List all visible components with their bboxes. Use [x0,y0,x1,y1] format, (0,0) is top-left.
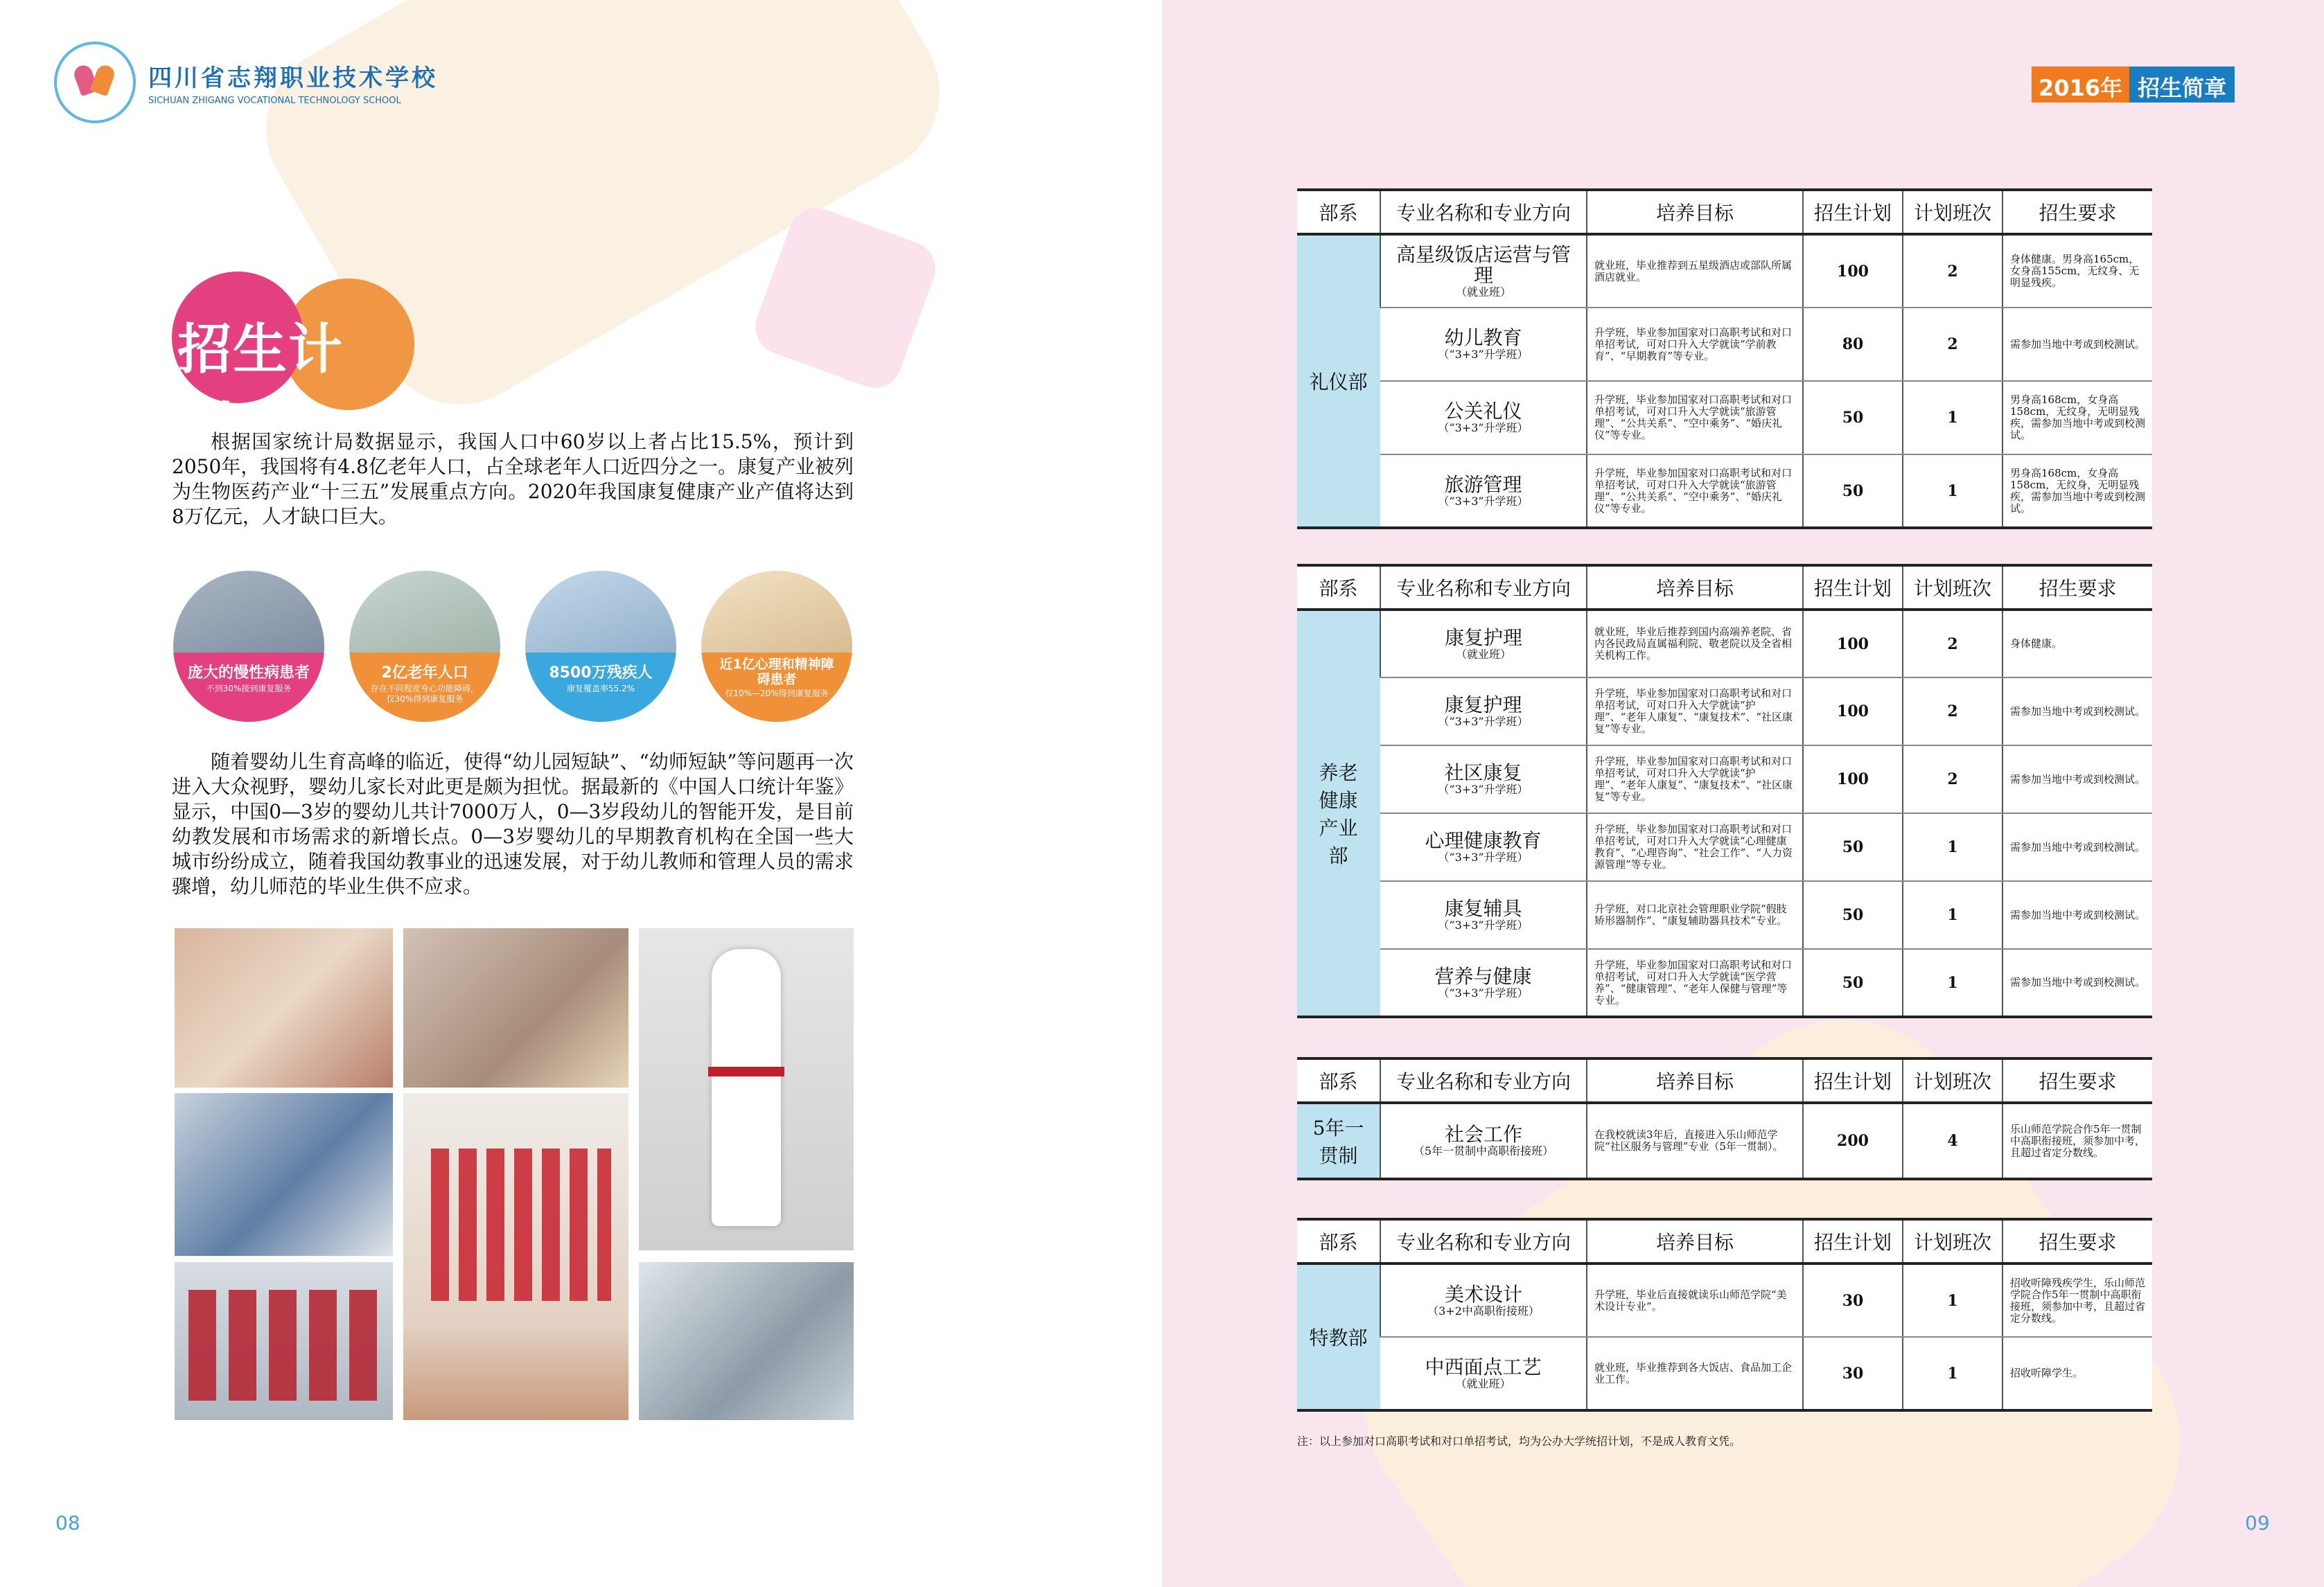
goal-cell: 就业班，毕业推荐到五星级酒店或部队所属酒店就业。 [1587,234,1803,308]
stat-bubble [173,571,324,722]
table-row [1297,677,2152,745]
stat-sub: 不到30%接到康复服务 [206,684,292,693]
major-cell: 中西面点工艺 （就业班） [1380,1337,1587,1410]
table-row [1297,745,2152,813]
plan-cell: 100 [1803,234,1903,308]
photo-rehab [175,1093,393,1256]
photo-flight-attendants [403,1093,628,1420]
classes-cell: 1 [1903,881,2002,949]
goal-cell: 就业班，毕业后推荐到国内高端养老院、省内各民政局直属福利院、敬老院以及全省相关机构工作。 [1587,610,1803,677]
table-row [1297,1264,2152,1337]
page-number-right: 09 [2245,1511,2270,1534]
stat-title: 2亿老年人口 [381,664,468,682]
plan-cell: 100 [1803,677,1903,745]
plan-cell: 30 [1803,1264,1903,1337]
stat-caption [349,653,500,722]
header-plan: 招生计划 [1803,1219,1903,1264]
stat-sub: 仅10%—20%得到康复服务 [725,689,829,698]
goal-cell: 升学班，毕业参加国家对口高职考试和对口单招考试，可对口升入大学就读“旅游管理”、“公共关系”、“空中乘务”、“婚庆礼仪”等专业。 [1587,454,1803,528]
plan-cell: 50 [1803,381,1903,454]
major-cell: 社会工作 （5年一贯制中高职衔接班） [1380,1103,1587,1179]
req-cell: 身体健康。 [2002,610,2152,677]
goal-cell: 升学班，毕业参加国家对口高职考试和对口单招考试，可对口升入大学就读“心理健康教育”、“心理咨询”、“社会工作”、“人力资源管理”等专业。 [1587,813,1803,881]
table-row [1297,610,2152,677]
table-footnote: 注：以上参加对口高职考试和对口单招考试，均为公办大学统招计划，不是成人教育文凭。 [1297,1435,1741,1448]
enrollment-table-elderly-health [1297,564,2152,1018]
goal-cell: 升学班，毕业参加国家对口高职考试和对口单招考试，可对口升入大学就读“医学营养”、“健康管理”、“老年人保健与管理”等专业。 [1587,949,1803,1017]
plan-cell: 200 [1803,1103,1903,1179]
major-cell: 心理健康教育 （“3+3”升学班） [1380,813,1587,881]
classes-cell: 1 [1903,949,2002,1017]
req-cell: 需参加当地中考或到校测试。 [2002,308,2152,381]
header-major: 专业名称和专业方向 [1380,190,1587,234]
table-row [1297,308,2152,381]
table-header-row [1297,1058,2152,1103]
classes-cell: 2 [1903,677,2002,745]
table-header-row [1297,1219,2152,1264]
stat-bubble [701,571,852,722]
goal-cell: 升学班，毕业参加国家对口高职考试和对口单招考试，可对口升入大学就读“护理”、“老年人康复”、“康复技术”、“社区康复”等专业。 [1587,745,1803,813]
header-req: 招生要求 [2002,1219,2152,1264]
stat-caption [525,653,676,722]
header-req: 招生要求 [2002,1058,2152,1103]
stat-caption [173,653,324,722]
goal-cell: 升学班，毕业后直接就读乐山师范学院“美术设计专业”。 [1587,1264,1803,1337]
header-req: 招生要求 [2002,565,2152,610]
page-number-left: 08 [55,1511,80,1534]
goal-cell: 就业班，毕业推荐到各大饭店、食品加工企业工作。 [1587,1337,1803,1410]
page-title: 招生计划 [177,319,344,459]
req-cell: 招收听障残疾学生，乐山师范学院合作5年一贯制中高职衔接班，须参加中考，且超过省定分数线。 [2002,1264,2152,1337]
table-row [1297,381,2152,454]
plan-cell: 50 [1803,454,1903,528]
stats-bubbles [173,571,859,734]
plan-cell: 30 [1803,1337,1903,1410]
photo-crew-walking [175,1262,393,1420]
plan-cell: 100 [1803,610,1903,677]
req-cell: 乐山师范学院合作5年一贯制中高职衔接班，须参加中考，且超过省定分数线。 [2002,1103,2152,1179]
req-cell: 需参加当地中考或到校测试。 [2002,813,2152,881]
req-cell: 男身高168cm，女身高158cm，无纹身，无明显残疾，需参加当地中考或到校测试。 [2002,381,2152,454]
classes-cell: 2 [1903,234,2002,308]
stat-title: 近1亿心理和精神障碍患者 [719,657,834,687]
classes-cell: 2 [1903,610,2002,677]
header-plan: 招生计划 [1803,565,1903,610]
dept-cell: 5年一贯制 [1297,1103,1380,1179]
stat-title: 8500万残疾人 [549,664,653,682]
classes-cell: 1 [1903,381,2002,454]
badge-year: 2016年 [2032,67,2129,103]
req-cell: 需参加当地中考或到校测试。 [2002,949,2152,1017]
major-cell: 康复辅具 （“3+3”升学班） [1380,881,1587,949]
header-goal: 培养目标 [1587,190,1803,234]
classes-cell: 4 [1903,1103,2002,1179]
header-major: 专业名称和专业方向 [1380,565,1587,610]
crew-row [188,1290,382,1401]
major-cell: 社区康复 （“3+3”升学班） [1380,745,1587,813]
attendant-row [431,1149,611,1301]
header-dept: 部系 [1297,1058,1380,1103]
classes-cell: 1 [1903,1337,2002,1410]
major-cell: 康复护理 （就业班） [1380,610,1587,677]
major-cell: 旅游管理 （“3+3”升学班） [1380,454,1587,528]
enrollment-table-etiquette [1297,188,2152,529]
school-logo [54,42,438,123]
goal-cell: 升学班，对口北京社会管理职业学院“假肢矫形器制作”、“康复辅助器具技术”专业。 [1587,881,1803,949]
goal-cell: 在我校就读3年后，直接进入乐山师范学院“社区服务与管理”专业（5年一贯制）。 [1587,1103,1803,1179]
stat-title: 庞大的慢性病患者 [187,664,310,682]
table-row [1297,949,2152,1017]
logo-name-en: SICHUAN ZHIGANG VOCATIONAL TECHNOLOGY SCHOOL [148,96,401,106]
dept-cell: 礼仪部 [1297,234,1380,528]
badge-title: 招生简章 [2129,67,2235,103]
table-row [1297,1103,2152,1179]
header-classes: 计划班次 [1903,190,2002,234]
req-cell: 男身高168cm，女身高158cm，无纹身，无明显残疾，需参加当地中考或到校测试。 [2002,454,2152,528]
header-req: 招生要求 [2002,190,2152,234]
req-cell: 需参加当地中考或到校测试。 [2002,881,2152,949]
stat-caption [701,653,852,722]
classes-cell: 2 [1903,745,2002,813]
header-classes: 计划班次 [1903,1219,2002,1264]
stat-bubble [349,571,500,722]
plan-cell: 50 [1803,813,1903,881]
photo-classroom [403,928,628,1088]
photo-teacher-child [175,928,393,1088]
chef-figure [712,949,781,1226]
header-major: 专业名称和专业方向 [1380,1219,1587,1264]
table-row [1297,454,2152,528]
plan-cell: 80 [1803,308,1903,381]
goal-cell: 升学班，毕业参加国家对口高职考试和对口单招考试，可对口升入大学就读“学前教育”、“早期教育”等专业。 [1587,308,1803,381]
enrollment-table-special-ed [1297,1218,2152,1412]
major-cell: 美术设计 （3+2中高职衔接班） [1380,1264,1587,1337]
plan-cell: 50 [1803,881,1903,949]
table-row [1297,234,2152,308]
enrollment-table-five-year [1297,1057,2152,1180]
req-cell: 招收听障学生。 [2002,1337,2152,1410]
table-header-row [1297,190,2152,234]
header-goal: 培养目标 [1587,565,1803,610]
classes-cell: 1 [1903,1264,2002,1337]
photo-chef [639,928,854,1250]
header-goal: 培养目标 [1587,1058,1803,1103]
dept-cell: 养老健康产业部 [1297,610,1380,1017]
major-cell: 公关礼仪 （“3+3”升学班） [1380,381,1587,454]
goal-cell: 升学班，毕业参加国家对口高职考试和对口单招考试，可对口升入大学就读“旅游管理”、“公共关系”、“空中乘务”、“婚庆礼仪”等专业。 [1587,381,1803,454]
table-row [1297,813,2152,881]
header-dept: 部系 [1297,190,1380,234]
table-row [1297,1337,2152,1410]
header-plan: 招生计划 [1803,1058,1903,1103]
dept-cell: 特教部 [1297,1264,1380,1410]
stat-sub: 存在不同程度身心功能障碍，仅30%得到康复服务 [370,684,479,704]
plan-cell: 50 [1803,949,1903,1017]
logo-name-cn: 四川省志翔职业技术学校 [148,64,438,92]
req-cell: 需参加当地中考或到校测试。 [2002,677,2152,745]
major-cell: 高星级饭店运营与管理 （就业班） [1380,234,1587,308]
table-row [1297,881,2152,949]
req-cell: 需参加当地中考或到校测试。 [2002,745,2152,813]
header-goal: 培养目标 [1587,1219,1803,1264]
header-classes: 计划班次 [1903,1058,2002,1103]
goal-cell: 升学班，毕业参加国家对口高职考试和对口单招考试，可对口升入大学就读“护理”、“老年人康复”、“康复技术”、“社区康复”等专业。 [1587,677,1803,745]
classes-cell: 1 [1903,813,2002,881]
logo-emblem-icon [54,42,136,123]
table-header-row [1297,565,2152,610]
childcare-paragraph: 随着婴幼儿生育高峰的临近，使得“幼儿园短缺”、“幼师短缺”等问题再一次进入大众视野，婴幼儿家长对此更是颇为担忧。据最新的《中国人口统计年鉴》显示，中国0—3岁的婴幼儿共计7000万人，0—3岁段幼儿的智能开发，是目前幼教发展和市场需求的新增长点。0—3岁婴幼儿的早期教育机构在全国一些大城市纷纷成立，随着我国幼教事业的迅速发展，对于幼儿教师和管理人员的需求骤增，幼儿师范的毕业生供不应求。 [172,750,854,898]
chef-sash [708,1067,784,1076]
header-major: 专业名称和专业方向 [1380,1058,1587,1103]
stat-sub: 康复覆盖率55.2% [566,684,635,693]
classes-cell: 1 [1903,454,2002,528]
major-cell: 幼儿教育 （“3+3”升学班） [1380,308,1587,381]
header-classes: 计划班次 [1903,565,2002,610]
stat-bubble [525,571,676,722]
header-dept: 部系 [1297,1219,1380,1264]
major-cell: 康复护理 （“3+3”升学班） [1380,677,1587,745]
classes-cell: 2 [1903,308,2002,381]
photo-hospital-care [639,1262,854,1420]
header-plan: 招生计划 [1803,190,1903,234]
header-dept: 部系 [1297,565,1380,610]
section-title [172,272,394,459]
brochure-badge [2032,67,2235,103]
major-cell: 营养与健康 （“3+3”升学班） [1380,949,1587,1017]
intro-paragraph: 根据国家统计局数据显示，我国人口中60岁以上者占比15.5%，预计到2050年，我国将有4.8亿老年人口，占全球老年人口近四分之一。康复产业被列为生物医药产业“十三五”发展重点方向。2020年我国康复健康产业产值将达到8万亿元，人才缺口巨大。 [172,430,854,528]
req-cell: 身体健康。男身高165cm，女身高155cm，无纹身、无明显残疾。 [2002,234,2152,308]
plan-cell: 100 [1803,745,1903,813]
